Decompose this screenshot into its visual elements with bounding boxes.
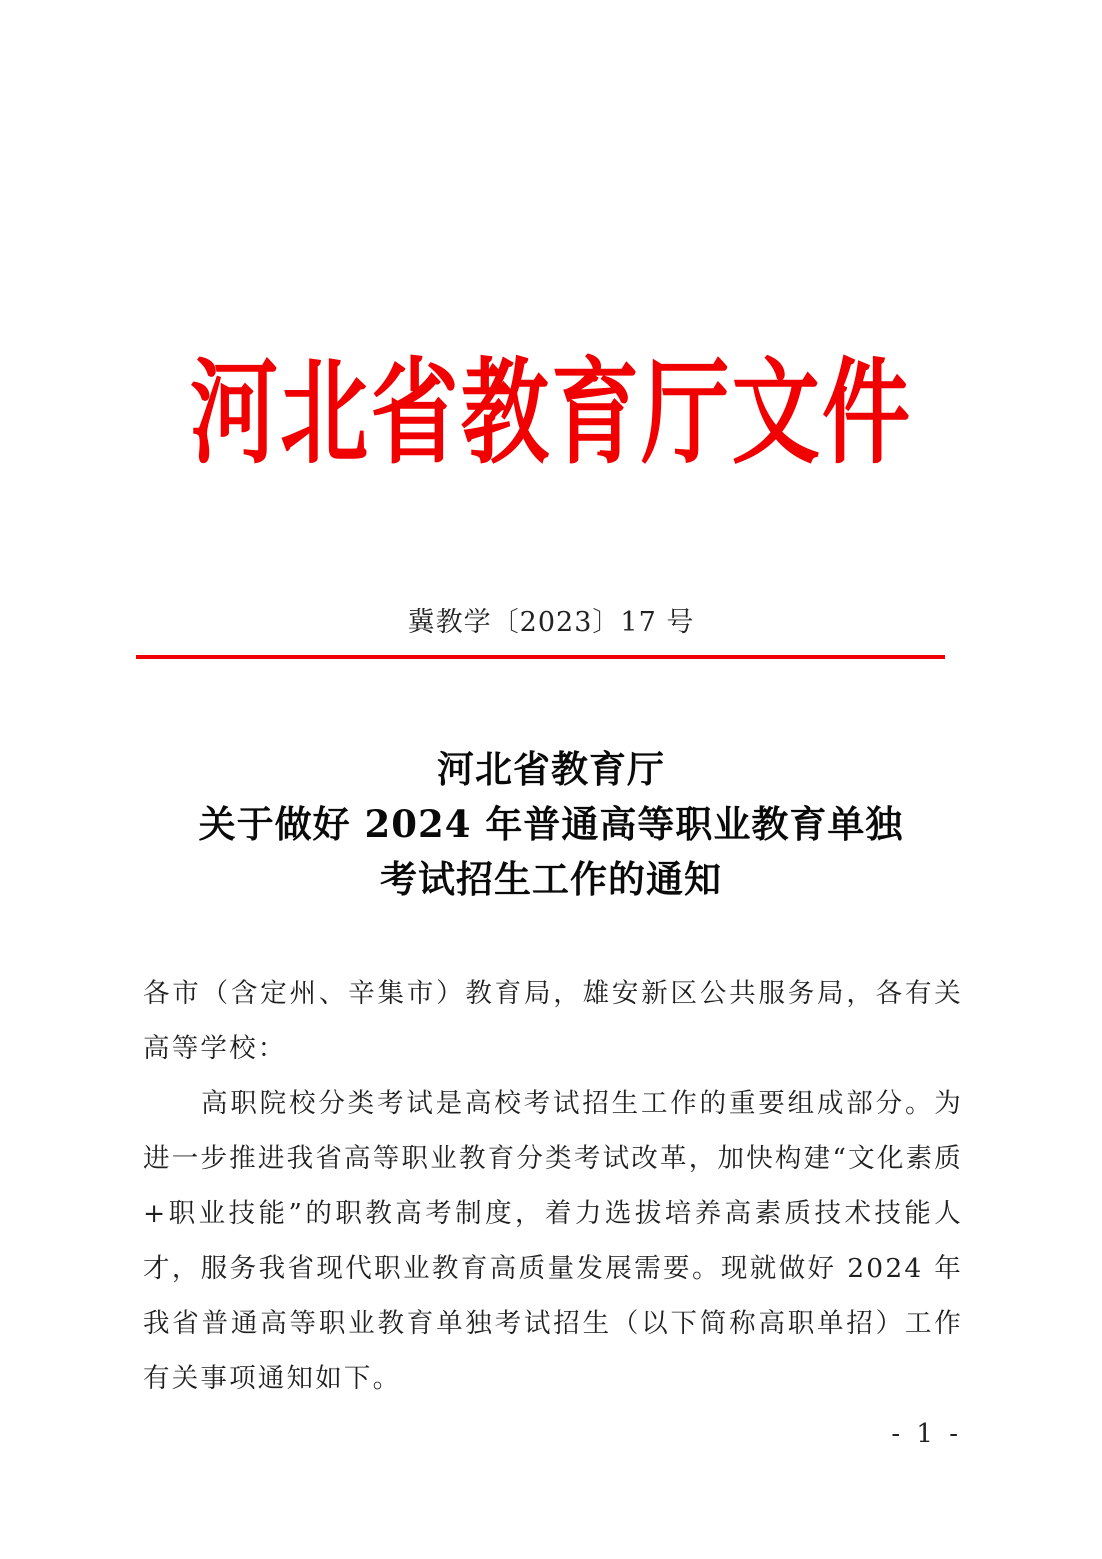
masthead-char: 育: [551, 344, 640, 480]
red-divider-rule: [136, 655, 945, 659]
masthead-char: 件: [821, 344, 910, 480]
title-line-issuer: 河北省教育厅: [437, 747, 665, 791]
masthead-char: 教: [460, 344, 549, 480]
masthead-char: 省: [370, 344, 459, 480]
document-number: 冀教学〔2023〕17 号: [407, 607, 695, 638]
masthead-char: 厅: [641, 344, 730, 480]
masthead-char: 文: [731, 344, 820, 480]
masthead-char: 北: [280, 344, 369, 480]
title-line-subject: 关于做好 2024 年普通高等职业教育单独: [198, 802, 904, 846]
masthead-char: 河: [190, 344, 279, 480]
masthead-title: [190, 344, 910, 480]
page-number: - 1 -: [891, 1419, 962, 1449]
salutation: 各市（含定州、辛集市）教育局，雄安新区公共服务局，各有关高等学校：: [143, 978, 963, 1064]
document-body: [143, 966, 963, 1406]
document-title: [0, 742, 1102, 907]
title-line-subject-cont: 考试招生工作的通知: [380, 857, 722, 901]
body-paragraph: 高职院校分类考试是高校考试招生工作的重要组成部分。为进一步推进我省高等职业教育分类考试改革，加快构建“文化素质+职业技能”的职教高考制度，着力选拔培养高素质技术技能人才，服务我省现代职业教育高质量发展需要。现就做好 2024 年我省普通高等职业教育单独考试招生（以下简称高职单招）工作有关事项通知如下。: [143, 1088, 963, 1394]
